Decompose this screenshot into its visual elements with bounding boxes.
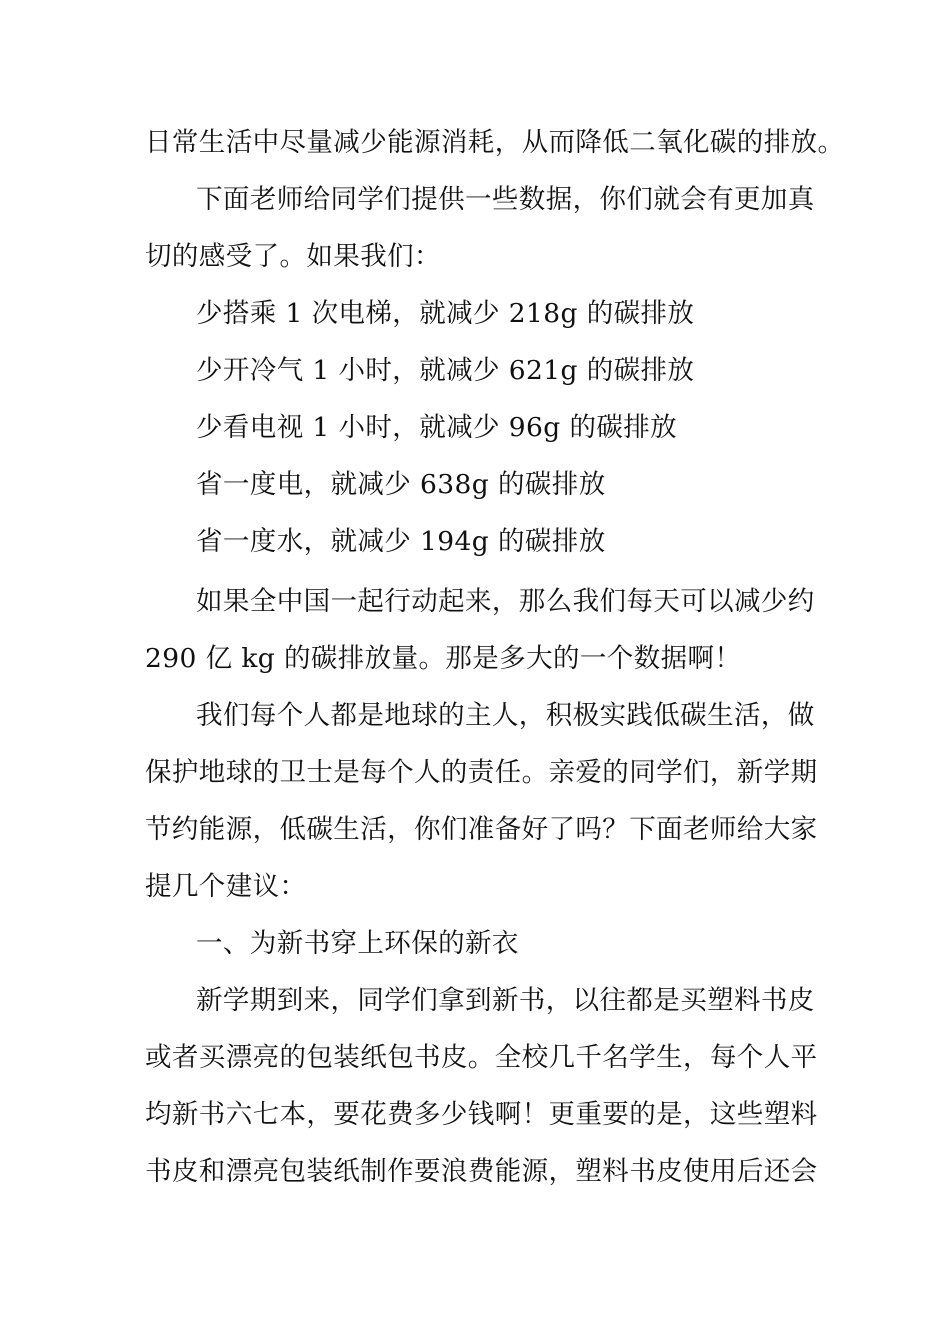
text-line-16: 新学期到来，同学们拿到新书，以往都是买塑料书皮	[196, 985, 815, 1016]
text-line-12: 保护地球的卫士是每个人的责任。亲爱的同学们，新学期	[145, 757, 818, 788]
data-item-television: 少看电视 1 小时，就减少 96g 的碳排放	[196, 412, 678, 443]
text-line-18: 均新书六七本，要花费多少钱啊！更重要的是，这些塑料	[145, 1099, 818, 1130]
data-item-air-conditioner: 少开冷气 1 小时，就减少 621g 的碳排放	[196, 355, 695, 386]
text-line-10: 290 亿 kg 的碳排放量。那是多大的一个数据啊！	[145, 643, 742, 674]
text-line-17: 或者买漂亮的包装纸包书皮。全校几千名学生，每个人平	[145, 1042, 818, 1073]
text-line-1: 日常生活中尽量减少能源消耗，从而降低二氧化碳的排放。	[145, 127, 845, 158]
text-line-14: 提几个建议：	[145, 871, 307, 902]
section-heading-1: 一、为新书穿上环保的新衣	[196, 928, 519, 959]
text-line-9: 如果全中国一起行动起来，那么我们每天可以减少约	[196, 586, 815, 617]
text-line-13: 节约能源，低碳生活，你们准备好了吗？下面老师给大家	[145, 814, 818, 845]
data-item-elevator: 少搭乘 1 次电梯，就减少 218g 的碳排放	[196, 298, 695, 329]
text-line-19: 书皮和漂亮包装纸制作要浪费能源，塑料书皮使用后还会	[145, 1156, 818, 1187]
data-item-water: 省一度水，就减少 194g 的碳排放	[196, 526, 606, 557]
text-line-3: 切的感受了。如果我们：	[145, 241, 441, 272]
text-line-2: 下面老师给同学们提供一些数据，你们就会有更加真	[196, 184, 815, 215]
text-line-11: 我们每个人都是地球的主人，积极实践低碳生活，做	[196, 700, 815, 731]
data-item-electricity: 省一度电，就减少 638g 的碳排放	[196, 469, 606, 500]
